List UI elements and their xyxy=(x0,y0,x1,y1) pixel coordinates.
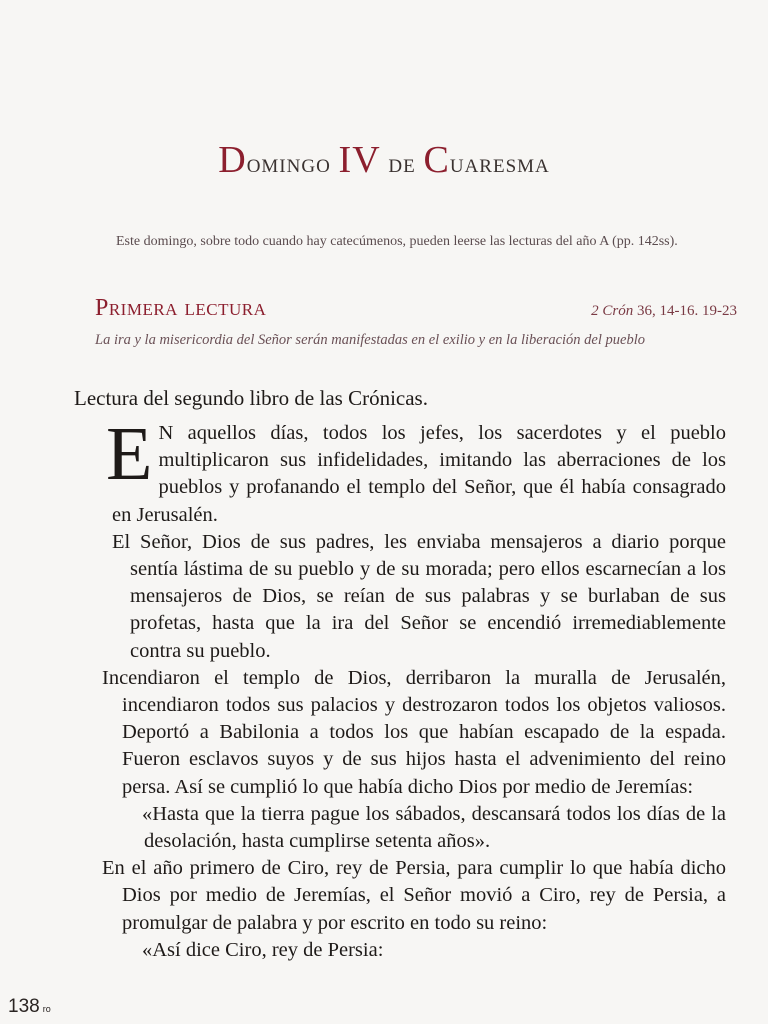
title-initial-d: D xyxy=(218,139,247,181)
reading-summary: La ira y la misericordia del Señor serán manifestadas en el exilio y en la liberación del pueblo xyxy=(95,332,645,348)
section-header xyxy=(95,295,737,322)
drop-cap: E xyxy=(106,412,153,496)
title-initial-c: C xyxy=(423,139,450,181)
title-word-domingo: omingo xyxy=(246,148,331,178)
reference-verses: 36, 14-16. 19-23 xyxy=(637,303,737,319)
paragraph-6-quote: «Así dice Ciro, rey de Persia: xyxy=(142,938,384,961)
scripture-reference xyxy=(591,303,737,320)
paragraph-2: El Señor, Dios de sus padres, les enviaba mensajeros a diario porque sentía lástima de su pueblo y de su morada; pero ellos escarnecían a los mensajeros de Dios, se reían de sus palabras y se burlaban de sus profetas, hasta que la ira del Señor se encendió irremediablemente contra su pueblo. xyxy=(112,530,726,662)
page-number-value: 138 xyxy=(8,996,40,1017)
paragraph-5: En el año primero de Ciro, rey de Persia, para cumplir lo que había dicho Dios por medio de Jeremías, el Señor movió a Ciro, rey de Persia, a promulgar de palabra y por escrito en todo su reino: xyxy=(102,857,726,934)
reading-intro: Lectura del segundo libro de las Crónicas. xyxy=(74,386,428,410)
page-mark: ro xyxy=(42,1004,51,1014)
paragraph-3: Incendiaron el templo de Dios, derribaron la muralla de Jerusalén, incendiaron todos sus palacios y destrozaron todos los objetos valiosos. Deportó a Babilonia a todos los que habían escapado de la espada. Fueron esclavos suyos y de sus hijos hasta el advenimiento del reino persa. Así se cumplió lo que había dicho Dios por medio de Jeremías: xyxy=(102,666,726,798)
paragraph-1 xyxy=(106,412,726,529)
reading-text xyxy=(102,412,726,964)
section-title: Primera lectura xyxy=(95,295,267,321)
paragraph-1-text: N aquellos días, todos los jefes, los sacerdotes y el pueblo multiplicaron sus infidelidades, imitando las aberraciones de los pueblos y profanando el templo del Señor, que él había consagrado en Jerusalén. xyxy=(112,422,726,526)
intro-note: Este domingo, sobre todo cuando hay catecúmenos, pueden leerse las lecturas del año A (pp. 142ss). xyxy=(116,234,678,249)
reference-book: 2 Crón xyxy=(591,303,634,319)
title-roman-numeral: IV xyxy=(338,139,381,181)
paragraph-4-quote: «Hasta que la tierra pague los sábados, descansará todos los días de la desolación, hasta cumplirse setenta años». xyxy=(142,802,726,853)
title-word-cuaresma: uaresma xyxy=(449,148,550,178)
page-number xyxy=(8,996,51,1018)
page-title xyxy=(0,138,768,182)
title-word-de: de xyxy=(388,148,416,178)
